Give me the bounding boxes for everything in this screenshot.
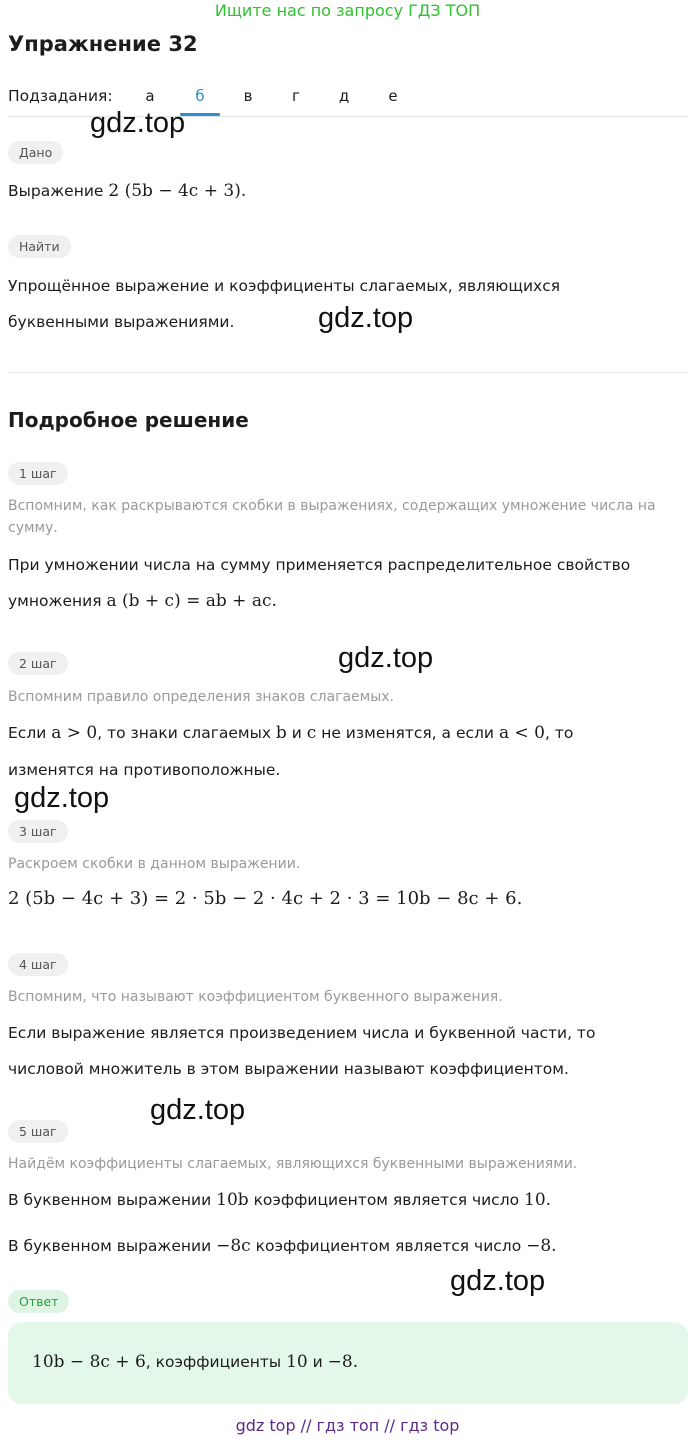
watermark: gdz.top: [318, 302, 414, 334]
step3-hint: Раскроем скобки в данном выражении.: [8, 856, 301, 872]
step1-line1: При умножении числа на сумму применяется распределительное свойство: [8, 556, 631, 574]
step4-line2: числовой множитель в этом выражении называют коэффициентом.: [8, 1060, 569, 1078]
given-chip: Дано: [8, 141, 63, 164]
promo-banner[interactable]: Ищите нас по запросу ГДЗ ТОП: [214, 1, 481, 20]
watermark: gdz.top: [338, 642, 434, 674]
tab-e[interactable]: е: [388, 87, 398, 105]
step2-line1: Если a > 0, то знаки слагаемых b и c не изменятся, а если a < 0, то: [8, 723, 574, 743]
subtasks-label: Подзадания:: [8, 87, 113, 105]
distributive-formula: a (b + c) = ab + ac.: [106, 591, 277, 611]
tab-a[interactable]: а: [145, 87, 155, 105]
step2-chip: 2 шаг: [8, 652, 68, 675]
step1-line2: умножения a (b + c) = ab + ac.: [8, 591, 277, 611]
find-text-line1: Упрощённое выражение и коэффициенты слагаемых, являющихся: [8, 277, 561, 295]
step1-hint: Вспомним, как раскрываются скобки в выражениях, содержащих умножение числа на сумму.: [8, 498, 656, 536]
solution-heading: Подробное решение: [8, 408, 249, 432]
answer-box: [8, 1322, 688, 1404]
watermark: gdz.top: [90, 107, 186, 139]
watermark: gdz.top: [450, 1265, 546, 1297]
find-text-line2: буквенными выражениями.: [8, 313, 235, 331]
tab-b[interactable]: б: [195, 87, 205, 105]
step3-expansion: 2 (5b − 4c + 3) = 2 · 5b − 2 · 4c + 2 · 3 = 10b − 8c + 6.: [8, 888, 523, 909]
answer-text: 10b − 8c + 6, коэффициенты 10 и −8.: [32, 1352, 359, 1372]
step5-line2: В буквенном выражении −8c коэффициентом является число −8.: [8, 1236, 557, 1256]
watermark: gdz.top: [14, 782, 110, 814]
step2-line2: изменятся на противоположные.: [8, 761, 281, 779]
given-expression: 2 (5b − 4c + 3).: [108, 181, 247, 201]
find-chip: Найти: [8, 235, 71, 258]
step3-chip: 3 шаг: [8, 820, 68, 843]
step4-hint: Вспомним, что называют коэффициентом буквенного выражения.: [8, 989, 503, 1005]
divider: [8, 372, 688, 373]
step5-hint: Найдём коэффициенты слагаемых, являющихся буквенными выражениями.: [8, 1156, 578, 1172]
tab-g[interactable]: г: [292, 87, 300, 105]
tab-v[interactable]: в: [243, 87, 253, 105]
step5-chip: 5 шаг: [8, 1120, 68, 1143]
step2-hint: Вспомним правило определения знаков слагаемых.: [8, 689, 394, 705]
step5-line1: В буквенном выражении 10b коэффициентом является число 10.: [8, 1190, 552, 1210]
active-tab-indicator: [180, 113, 220, 116]
page-title: Упражнение 32: [8, 32, 198, 56]
step4-line1: Если выражение является произведением числа и буквенной части, то: [8, 1024, 596, 1042]
answer-chip: Ответ: [8, 1290, 69, 1313]
footer-links[interactable]: gdz top // гдз топ // гдз top: [235, 1416, 460, 1435]
step1-chip: 1 шаг: [8, 462, 68, 485]
given-text: Выражение 2 (5b − 4c + 3).: [8, 181, 247, 201]
step4-chip: 4 шаг: [8, 953, 68, 976]
tab-d[interactable]: д: [338, 87, 350, 105]
watermark: gdz.top: [150, 1094, 246, 1126]
